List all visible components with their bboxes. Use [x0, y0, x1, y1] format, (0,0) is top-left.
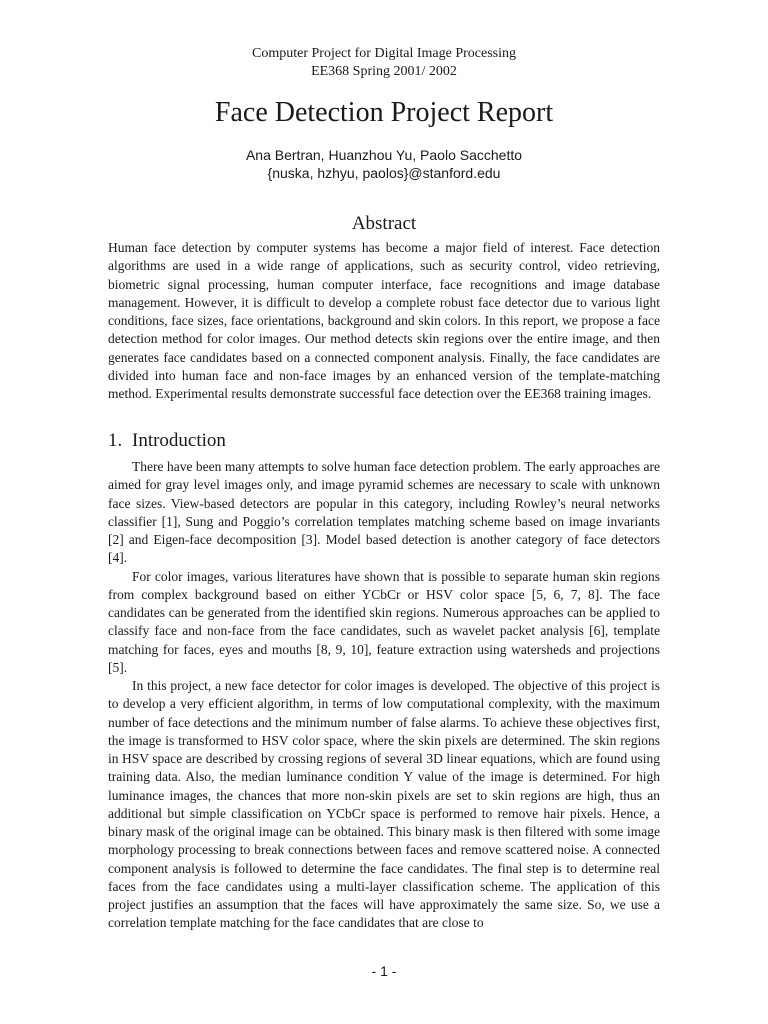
section-title: Introduction	[132, 430, 226, 451]
section-heading-introduction	[108, 429, 226, 453]
paper-title: Face Detection Project Report	[214, 97, 554, 128]
abstract-text: Human face detection by computer systems has become a major field of interest. Face detection algorithms are used in a wide range of applications, such as security control, video retrieving, biometric signal processing, human computer interface, face recognitions and image database management. However, it is difficult to develop a complete robust face detector due to various light conditions, face sizes, face orientations, background and skin colors. In this report, we propose a face detection method for color images. Our method detects skin regions over the entire image, and then generates face candidates based on a connected component analysis. Finally, the face candidates are divided into human face and non-face images by an enhanced version of the template-matching method. Experimental results demonstrate successful face detection over the EE368 training images.	[108, 240, 660, 402]
intro-paragraph: There have been many attempts to solve human face detection problem. The early approaches are aimed for gray level images only, and image pyramid schemes are necessary to scale with unknown face sizes. View-based detectors are popular in this category, including Rowley’s neural networks classifier [1], Sung and Poggio’s correlation templates matching scheme based on image invariants [2] and Eigen-face decomposition [3]. Model based detection is another category of face detectors [4].	[108, 459, 660, 566]
author-block	[0, 146, 768, 182]
author-names: Ana Bertran, Huanzhou Yu, Paolo Sacchetto	[245, 147, 523, 163]
abstract-heading: Abstract	[351, 213, 417, 234]
section-number: 1.	[108, 430, 123, 451]
course-line: Computer Project for Digital Image Processing	[252, 46, 516, 61]
term-line: EE368 Spring 2001/ 2002	[311, 64, 457, 79]
intro-paragraph: For color images, various literatures have shown that is possible to separate human skin regions from complex background based on either YCbCr or HSV color space [5, 6, 7, 8]. The face candidates can be generated from the identified skin regions. Numerous approaches can be applied to classify face and non-face from the face candidates, such as wavelet packet analysis [6], template matching for faces, eyes and mouths [8, 9, 10], feature extraction using watersheds and projections [5].	[108, 568, 660, 675]
intro-paragraph: In this project, a new face detector for color images is developed. The objective of this project is to develop a very efficient algorithm, in terms of low computational complexity, with the maximum number of face detections and the minimum number of false alarms. To achieve these objectives first, the image is transformed to HSV color space, where the skin pixels are determined. The skin regions in HSV space are described by crossing regions of several 3D linear equations, which are found using training data. Also, the median luminance condition Y value of the image is determined. For high luminance images, the chances that more non-skin pixels are set to skin regions are high, thus an additional but simple classification on YCbCr space is performed to remove hair pixels. Hence, a binary mask of the original image can be obtained. This binary mask is then filtered with some image morphology processing to break connections between faces and remove scattered noise. A connected component analysis is followed to determine the face candidates. The final step is to determine real faces from the face candidates using a multi-layer classification scheme. The application of this project justifies an assumption that the faces will have approximately the same size. So, we use a correlation template matching for the face candidates that are close to	[108, 678, 660, 931]
author-emails: {nuska, hzhyu, paolos}@stanford.edu	[267, 165, 501, 181]
page-number: - 1 -	[371, 963, 397, 979]
course-header	[0, 45, 768, 81]
introduction-body	[108, 458, 660, 933]
